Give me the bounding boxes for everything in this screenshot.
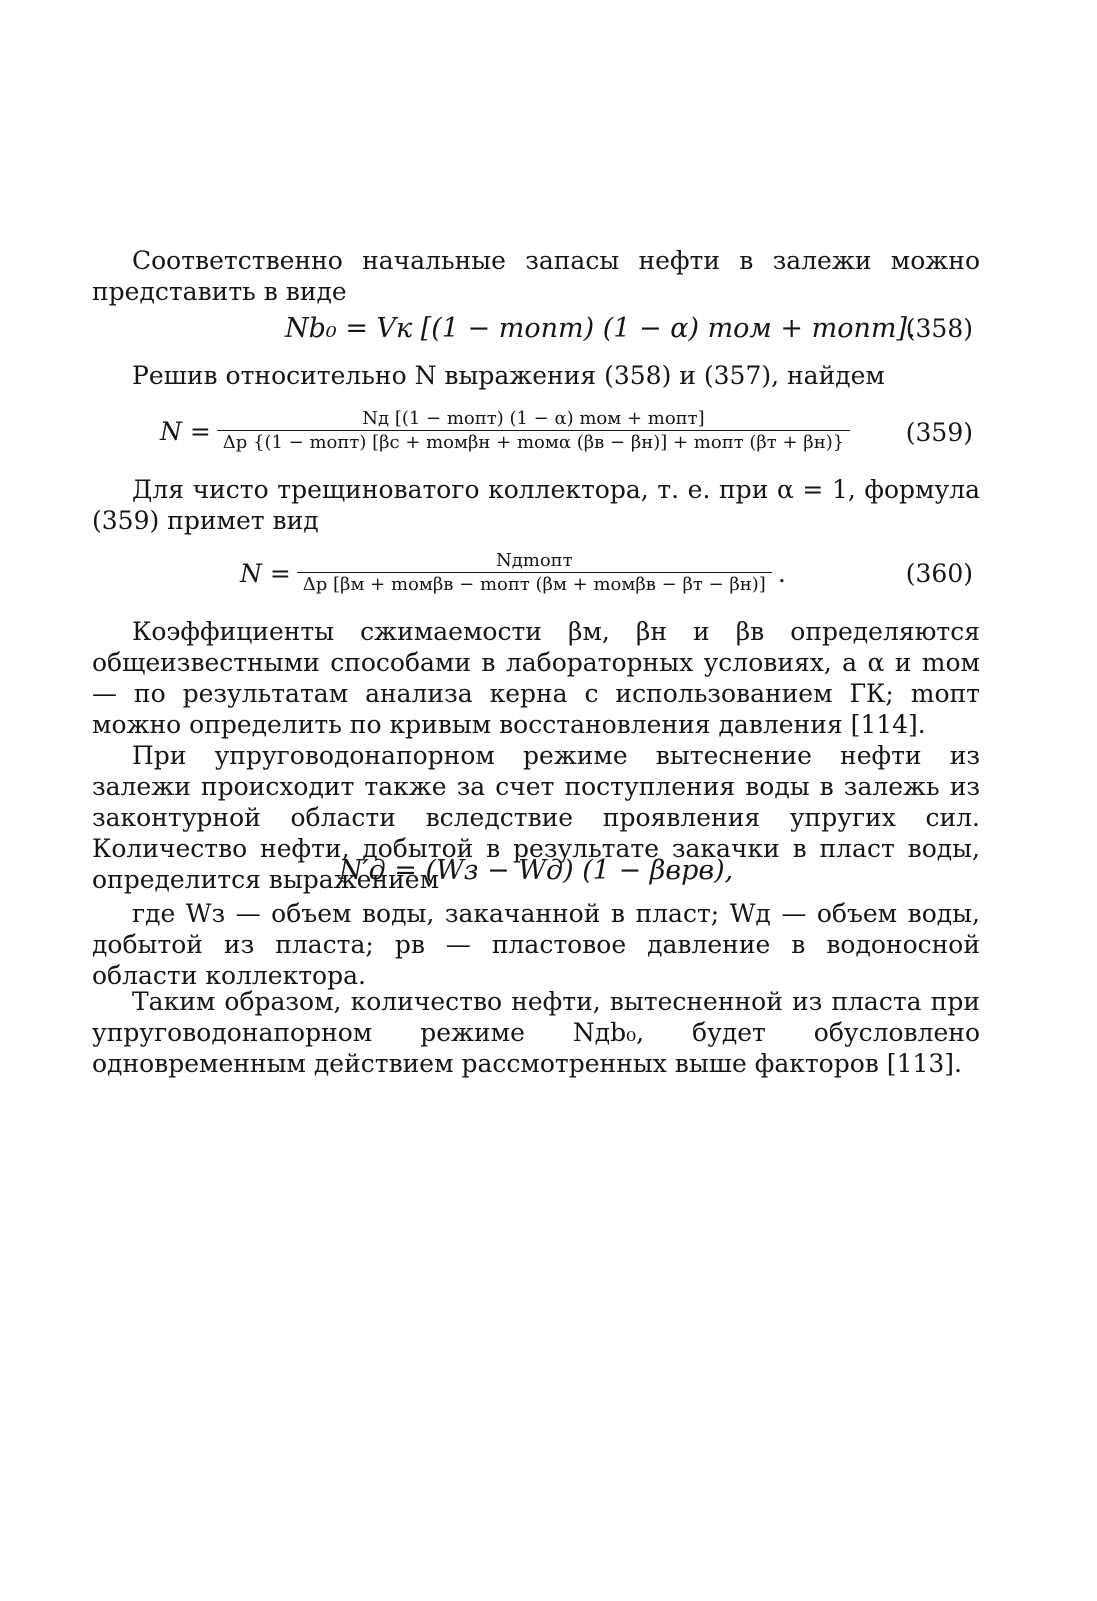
equation-360: [240, 550, 786, 597]
paragraph-5: При упруговодонапорном режиме вытеснение нефти из залежи происходит также за счет поступления воды в залежь из законтурной области вследствие проявления упругих сил. Количество нефти, добытой в результате закачки в пласт воды, определится выражением: [92, 741, 980, 894]
equation-359-fraction: [217, 408, 850, 455]
equation-359-lhs: N =: [160, 417, 211, 446]
paragraph-7: Таким образом, количество нефти, вытесненной из пласта при упруговодонапорном режиме Nдb₀, будет обусловлено одновременным действием рассмотренных выше факторов [113].: [92, 987, 980, 1078]
equation-unnumbered: N′д = (Wз − Wд) (1 − βвpв),: [338, 855, 734, 886]
equation-359: [160, 408, 850, 455]
equation-360-denominator: Δp [βм + mомβв − mопт (βм + mомβв − βт − βн)]: [297, 572, 772, 597]
equation-359-denominator: Δp {(1 − mопт) [βс + mомβн + mомα (βв − βн)] + mопт (βт + βн)}: [217, 430, 850, 455]
equation-360-period: .: [777, 559, 786, 588]
equation-number-360: (360): [905, 559, 973, 588]
equation-360-numerator: Nдmопт: [495, 550, 573, 571]
paragraph-1: Соответственно начальные запасы нефти в залежи можно представить в виде: [92, 246, 980, 306]
equation-number-359: (359): [905, 418, 973, 447]
equation-360-fraction: [297, 550, 772, 597]
equation-number-358: (358): [905, 314, 973, 343]
paragraph-4: Коэффициенты сжимаемости βм, βн и βв определяются общеизвестными способами в лабораторных условиях, а α и mом — по результатам анализа керна с использованием ГК; mопт можно определить по кривым восстановления давления [114].: [92, 617, 980, 739]
paragraph-6: где Wз — объем воды, закачанной в пласт; Wд — объем воды, добытой из пласта; pв — пластовое давление в водоносной области коллектора.: [92, 899, 980, 990]
paragraph-2: Решив относительно N выражения (358) и (357), найдем: [132, 361, 885, 390]
equation-359-numerator: Nд [(1 − mопт) (1 − α) mом + mопт]: [362, 408, 705, 429]
equation-360-lhs: N =: [240, 559, 291, 588]
equation-358: Nb₀ = Vк [(1 − mопт) (1 − α) mом + mопт].: [285, 313, 916, 344]
paragraph-3: Для чисто трещиноватого коллектора, т. е. при α = 1, формула (359) примет вид: [92, 475, 980, 535]
